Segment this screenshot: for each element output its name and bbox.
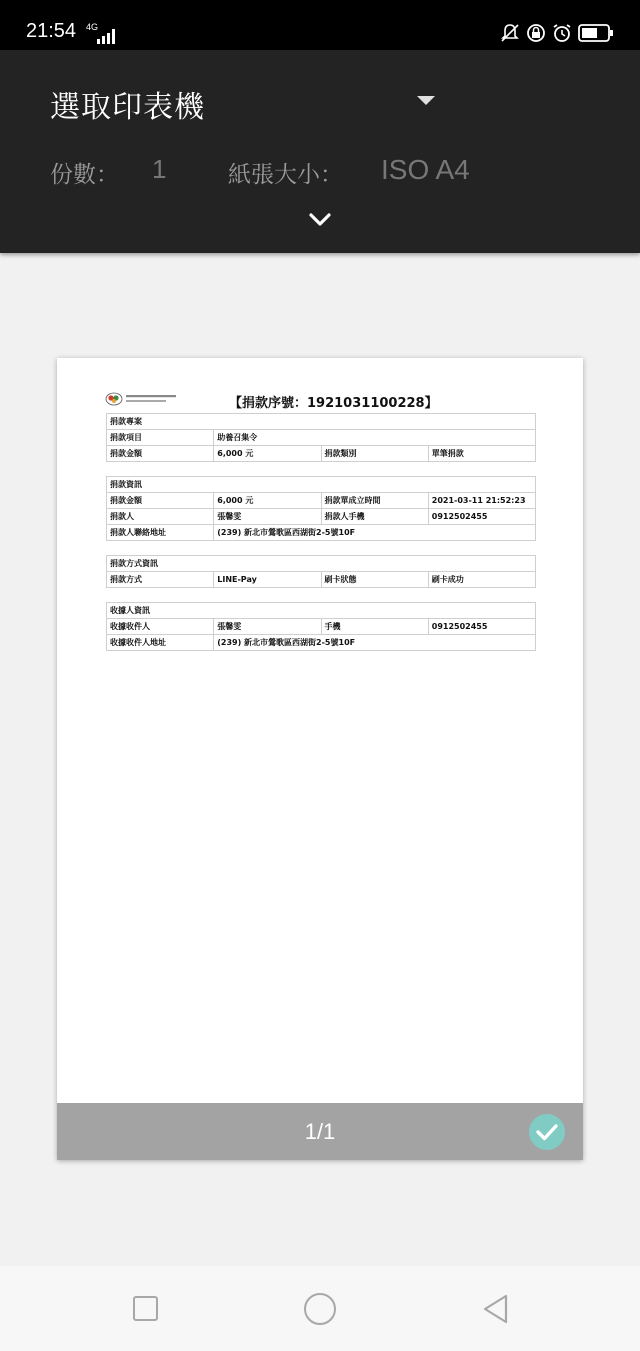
table-cell: 助養召集令: [214, 430, 536, 446]
paper-size-label: 紙張大小：: [228, 162, 343, 188]
table-cell: 單筆捐款: [428, 446, 535, 462]
table-cell: 張馨雯: [214, 509, 321, 525]
table-cell: 捐款類別: [321, 446, 428, 462]
table-cell: 張馨雯: [214, 619, 321, 635]
recents-button[interactable]: [133, 1296, 158, 1321]
table-row: [107, 509, 536, 525]
table-row: [107, 446, 536, 462]
page-footer: [57, 1103, 583, 1160]
table-cell: 收據收件人地址: [107, 635, 214, 651]
table-cell: 6,000 元: [214, 493, 321, 509]
page-selected-check-icon[interactable]: [529, 1114, 565, 1150]
section-receipt-info: [106, 602, 536, 651]
section-heading: 收據人資訊: [107, 603, 536, 619]
section-donation-project: [106, 413, 536, 462]
copies-label: 份數：: [50, 162, 119, 188]
table-cell: 0912502455: [428, 619, 535, 635]
back-button[interactable]: [481, 1293, 509, 1325]
section-heading: 捐款資訊: [107, 477, 536, 493]
section-payment-info: [106, 555, 536, 588]
table-cell: 刷卡狀態: [321, 572, 428, 588]
donation-serial-title: 【捐款序號：1921031100228】: [229, 396, 438, 411]
table-row: [107, 493, 536, 509]
battery-icon: [578, 24, 614, 42]
data-saver-icon: [526, 23, 546, 43]
home-button[interactable]: [304, 1293, 336, 1325]
table-cell: 捐款人聯絡地址: [107, 525, 214, 541]
table-cell: 捐款人手機: [321, 509, 428, 525]
organization-logo: [105, 392, 179, 406]
table-cell: LINE-Pay: [214, 572, 321, 588]
section-heading: 捐款方式資訊: [107, 556, 536, 572]
table-row: [107, 572, 536, 588]
table-cell: 捐款金額: [107, 493, 214, 509]
table-cell: 捐款項目: [107, 430, 214, 446]
notifications-off-icon: [500, 23, 520, 43]
table-cell: (239) 新北市鶯歌區西湖街2-5號10F: [214, 525, 536, 541]
table-cell: 捐款方式: [107, 572, 214, 588]
table-cell: 手機: [321, 619, 428, 635]
status-time: 21:54: [26, 20, 77, 42]
print-options-header: [0, 50, 640, 253]
table-cell: 6,000 元: [214, 446, 321, 462]
section-heading: 捐款專案: [107, 414, 536, 430]
printer-label: 選取印表機: [50, 90, 205, 125]
status-bar: [0, 0, 640, 50]
table-row: [107, 525, 536, 541]
receipt-tables: [106, 413, 536, 665]
table-row: [107, 430, 536, 446]
table-cell: 2021-03-11 21:52:23: [428, 493, 535, 509]
table-cell: 捐款單成立時間: [321, 493, 428, 509]
table-cell: 刷卡成功: [428, 572, 535, 588]
paper-size-value[interactable]: ISO A4: [381, 154, 470, 185]
navigation-bar: [0, 1266, 640, 1351]
signal-icon: [96, 28, 118, 44]
table-row: [107, 635, 536, 651]
table-cell: 0912502455: [428, 509, 535, 525]
dropdown-arrow-icon[interactable]: [417, 96, 435, 105]
printer-selector[interactable]: [50, 82, 440, 126]
alarm-icon: [552, 23, 572, 43]
table-cell: 收據收件人: [107, 619, 214, 635]
network-type: 4G: [86, 22, 99, 32]
status-icons: [500, 22, 614, 44]
section-donation-info: [106, 476, 536, 541]
table-cell: 捐款金額: [107, 446, 214, 462]
page-indicator: 1/1: [304, 1119, 336, 1144]
expand-options-icon[interactable]: [306, 208, 334, 232]
table-cell: (239) 新北市鶯歌區西湖街2-5號10F: [214, 635, 536, 651]
table-row: [107, 619, 536, 635]
table-cell: 捐款人: [107, 509, 214, 525]
copies-value[interactable]: 1: [152, 154, 167, 184]
page-preview[interactable]: [57, 358, 583, 1160]
